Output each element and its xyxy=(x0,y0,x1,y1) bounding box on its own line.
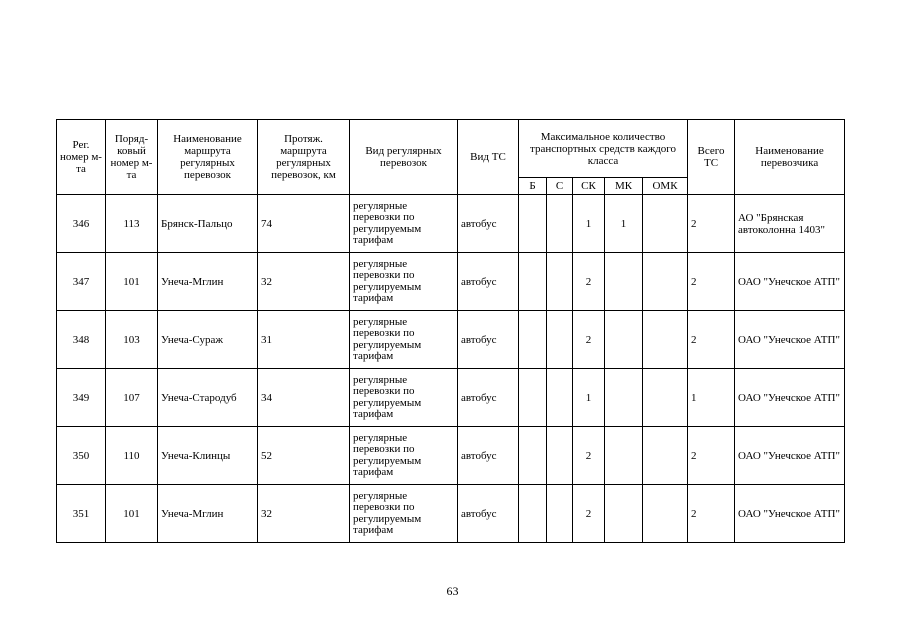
cell-vehicle: автобус xyxy=(458,253,519,311)
cell-transport-kind: регулярные перевозки по регулируемым тарифам xyxy=(350,253,458,311)
cell-route-name: Унеча-Стародуб xyxy=(158,369,258,427)
cell-reg: 349 xyxy=(57,369,106,427)
cell-vehicle: автобус xyxy=(458,369,519,427)
table-row xyxy=(57,195,845,253)
table-row xyxy=(57,369,845,427)
cell-reg: 346 xyxy=(57,195,106,253)
cell-route-name: Унеча-Сураж xyxy=(158,311,258,369)
cell-class-sk: 2 xyxy=(573,253,605,311)
cell-total: 2 xyxy=(688,427,735,485)
header-class-s: С xyxy=(547,178,573,195)
cell-class-b xyxy=(519,253,547,311)
cell-length: 34 xyxy=(258,369,350,427)
cell-vehicle: автобус xyxy=(458,485,519,543)
cell-class-sk: 1 xyxy=(573,369,605,427)
cell-reg: 351 xyxy=(57,485,106,543)
table-row xyxy=(57,485,845,543)
cell-class-sk: 1 xyxy=(573,195,605,253)
cell-length: 32 xyxy=(258,485,350,543)
cell-class-mk xyxy=(605,427,643,485)
cell-length: 52 xyxy=(258,427,350,485)
header-class-b: Б xyxy=(519,178,547,195)
header-total-vehicles: Всего ТС xyxy=(688,120,735,195)
header-order-number: Поряд-ковый номер м-та xyxy=(106,120,158,195)
header-route-name: Наименование маршрута регулярных перевозок xyxy=(158,120,258,195)
table-row xyxy=(57,253,845,311)
cell-class-b xyxy=(519,195,547,253)
cell-class-sk: 2 xyxy=(573,311,605,369)
cell-class-s xyxy=(547,253,573,311)
cell-total: 2 xyxy=(688,485,735,543)
cell-class-omk xyxy=(643,369,688,427)
table-row xyxy=(57,427,845,485)
cell-order: 107 xyxy=(106,369,158,427)
cell-class-sk: 2 xyxy=(573,427,605,485)
header-class-omk: ОМК xyxy=(643,178,688,195)
cell-length: 32 xyxy=(258,253,350,311)
cell-total: 2 xyxy=(688,311,735,369)
page-number: 63 xyxy=(446,584,459,598)
cell-length: 74 xyxy=(258,195,350,253)
cell-order: 101 xyxy=(106,253,158,311)
header-vehicle-type: Вид ТС xyxy=(458,120,519,195)
cell-transport-kind: регулярные перевозки по регулируемым тарифам xyxy=(350,311,458,369)
cell-class-omk xyxy=(643,195,688,253)
cell-route-name: Унеча-Мглин xyxy=(158,485,258,543)
cell-class-omk xyxy=(643,311,688,369)
cell-carrier: ОАО "Унечское АТП" xyxy=(735,253,845,311)
cell-transport-kind: регулярные перевозки по регулируемым тарифам xyxy=(350,427,458,485)
header-route-length: Протяж. маршрута регулярных перевозок, км xyxy=(258,120,350,195)
cell-class-mk xyxy=(605,311,643,369)
header-reg-number: Рег. номер м-та xyxy=(57,120,106,195)
cell-total: 2 xyxy=(688,253,735,311)
cell-class-mk xyxy=(605,253,643,311)
header-carrier-name: Наименование перевозчика xyxy=(735,120,845,195)
cell-transport-kind: регулярные перевозки по регулируемым тарифам xyxy=(350,195,458,253)
cell-carrier: ОАО "Унечское АТП" xyxy=(735,485,845,543)
cell-class-b xyxy=(519,485,547,543)
cell-transport-kind: регулярные перевозки по регулируемым тарифам xyxy=(350,485,458,543)
cell-reg: 347 xyxy=(57,253,106,311)
cell-class-s xyxy=(547,195,573,253)
cell-class-sk: 2 xyxy=(573,485,605,543)
header-class-sk: СК xyxy=(573,178,605,195)
cell-class-mk: 1 xyxy=(605,195,643,253)
table-row xyxy=(57,311,845,369)
cell-class-mk xyxy=(605,485,643,543)
cell-class-omk xyxy=(643,253,688,311)
cell-total: 1 xyxy=(688,369,735,427)
header-max-vehicles: Максимальное количество транспортных средств каждого класса xyxy=(519,120,688,178)
cell-vehicle: автобус xyxy=(458,311,519,369)
cell-reg: 348 xyxy=(57,311,106,369)
cell-order: 110 xyxy=(106,427,158,485)
cell-class-b xyxy=(519,427,547,485)
cell-class-s xyxy=(547,427,573,485)
cell-order: 103 xyxy=(106,311,158,369)
cell-class-s xyxy=(547,369,573,427)
cell-carrier: ОАО "Унечское АТП" xyxy=(735,369,845,427)
cell-order: 113 xyxy=(106,195,158,253)
cell-class-b xyxy=(519,311,547,369)
cell-class-omk xyxy=(643,485,688,543)
cell-route-name: Унеча-Клинцы xyxy=(158,427,258,485)
cell-class-omk xyxy=(643,427,688,485)
cell-carrier: ОАО "Унечское АТП" xyxy=(735,427,845,485)
cell-carrier: АО "Брянская автоколонна 1403" xyxy=(735,195,845,253)
cell-route-name: Брянск-Пальцо xyxy=(158,195,258,253)
cell-class-b xyxy=(519,369,547,427)
cell-vehicle: автобус xyxy=(458,427,519,485)
cell-reg: 350 xyxy=(57,427,106,485)
cell-carrier: ОАО "Унечское АТП" xyxy=(735,311,845,369)
cell-vehicle: автобус xyxy=(458,195,519,253)
header-class-mk: МК xyxy=(605,178,643,195)
cell-order: 101 xyxy=(106,485,158,543)
cell-class-s xyxy=(547,311,573,369)
cell-transport-kind: регулярные перевозки по регулируемым тарифам xyxy=(350,369,458,427)
cell-total: 2 xyxy=(688,195,735,253)
routes-table xyxy=(56,119,845,543)
cell-route-name: Унеча-Мглин xyxy=(158,253,258,311)
cell-class-mk xyxy=(605,369,643,427)
cell-length: 31 xyxy=(258,311,350,369)
header-transport-kind: Вид регулярных перевозок xyxy=(350,120,458,195)
header-row xyxy=(57,120,845,178)
cell-class-s xyxy=(547,485,573,543)
